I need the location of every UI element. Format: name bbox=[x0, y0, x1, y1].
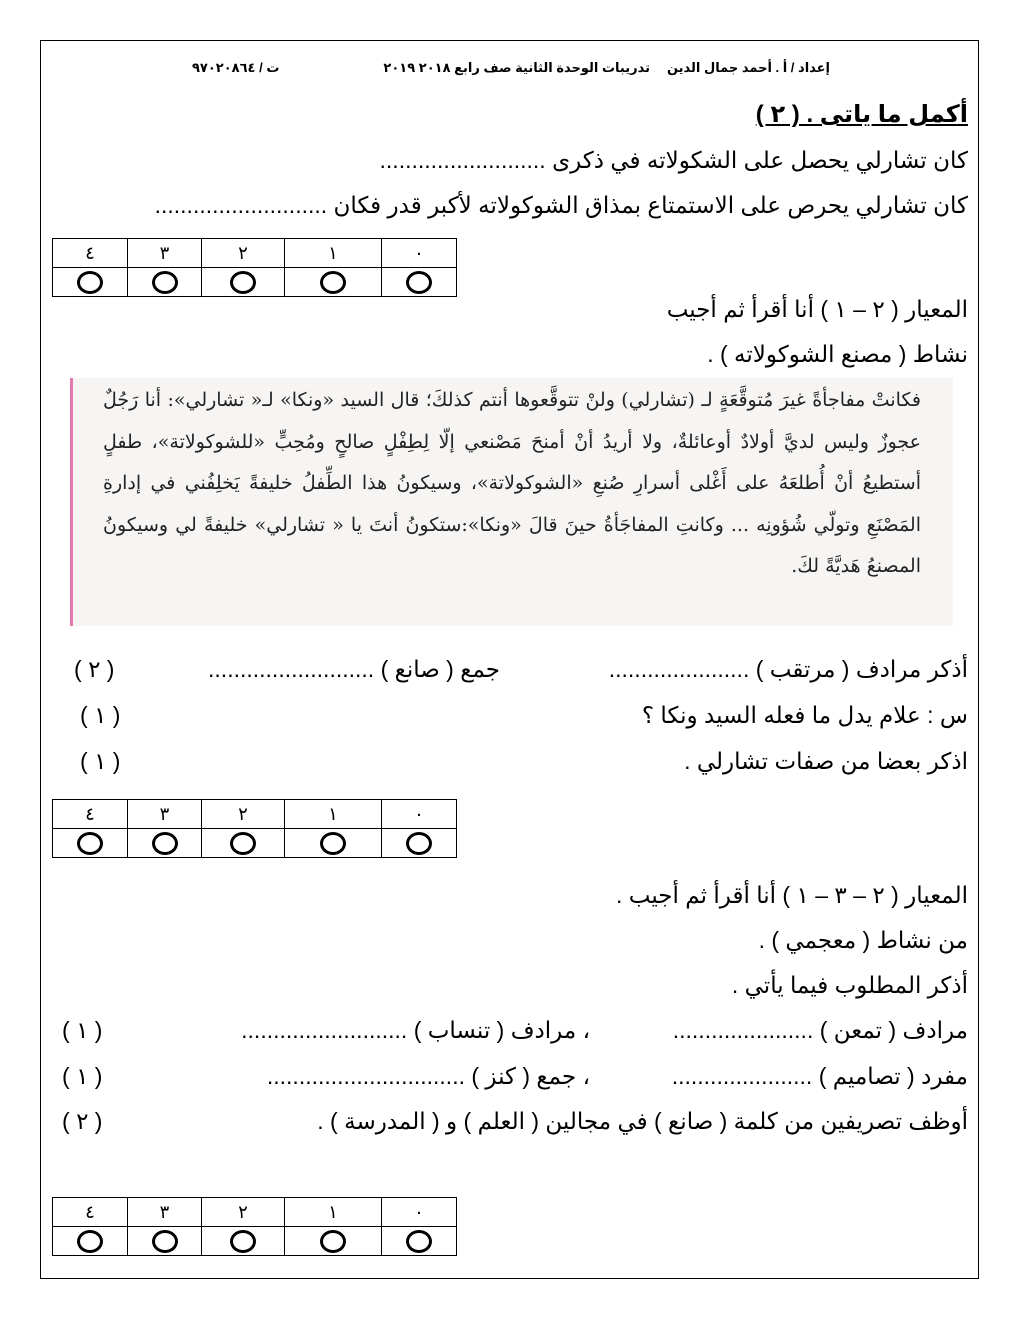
header-subject: تدريبات الوحدة الثانية صف رابع ٢٠١٨ ٢٠١٩ bbox=[383, 60, 650, 75]
question: س : علام يدل ما فعله السيد ونكا ؟ bbox=[641, 702, 968, 728]
score-label: ٢ bbox=[202, 239, 285, 268]
question: كان تشارلي يحصل على الشكولاته في ذكرى .......................... bbox=[379, 147, 968, 173]
section1-title: أكمل ما ياتى . ( ٢ ) bbox=[755, 101, 968, 128]
score-label: ٤ bbox=[53, 800, 128, 829]
score-label: ٤ bbox=[53, 1198, 128, 1227]
question: أذكر مرادف ( مرتقب ) ...................... bbox=[608, 656, 968, 682]
question: مرادف ( تمعن ) ...................... bbox=[672, 1017, 968, 1043]
score-circle[interactable] bbox=[320, 1230, 346, 1253]
score-circle[interactable] bbox=[320, 271, 346, 294]
score-label: ٤ bbox=[53, 239, 128, 268]
mark: ( ٢ ) bbox=[62, 1108, 103, 1134]
header-author: إعداد / أ . أحمد جمال الدين bbox=[666, 60, 830, 75]
score-circle[interactable] bbox=[77, 832, 103, 855]
score-circle[interactable] bbox=[230, 271, 256, 294]
score-label: ١ bbox=[285, 800, 382, 829]
score-label: ١ bbox=[285, 239, 382, 268]
score-label: ٠ bbox=[382, 1198, 457, 1227]
reading-passage bbox=[70, 378, 953, 626]
mark: ( ١ ) bbox=[62, 1017, 103, 1043]
score-circle[interactable] bbox=[230, 1230, 256, 1253]
mark: ( ١ ) bbox=[80, 748, 121, 774]
score-circle[interactable] bbox=[152, 1230, 178, 1253]
score-label: ٣ bbox=[128, 239, 202, 268]
header-phone: ت / ٩٧٠٢٠٨٦٤ bbox=[192, 60, 280, 75]
question: ، مرادف ( تنساب ) .......................... bbox=[241, 1017, 590, 1043]
score-label: ٢ bbox=[202, 1198, 285, 1227]
score-label: ٣ bbox=[128, 800, 202, 829]
score-label: ٢ bbox=[202, 800, 285, 829]
score-circle[interactable] bbox=[77, 1230, 103, 1253]
mark: ( ١ ) bbox=[62, 1063, 103, 1089]
score-circle[interactable] bbox=[230, 832, 256, 855]
score-label: ١ bbox=[285, 1198, 382, 1227]
question: أوظف تصريفين من كلمة ( صانع ) في مجالين ( العلم ) و ( المدرسة ) . bbox=[317, 1108, 968, 1134]
mark: ( ٢ ) bbox=[74, 656, 115, 682]
score-circle[interactable] bbox=[152, 271, 178, 294]
passage-text: فكانتْ مفاجأةً غيرَ مُتوقَّعَةٍ لـ (تشارلي) ولنْ تتوقَّعوها أنتم كذلكَ؛ قال السيد «ونكا» لـ« تشارلي»: أنا رَجُلٌ عجوزٌ وليس لديَّ أولادٌ أوعائلةٌ، ولا أريدُ أنْ أمنحَ مَصْنعي إلّا لِطِفْلٍ صالحٍ ومُحِبٍّ «للشوكولاتة»، طفلٍ أستطيعُ أنْ أُطلعَهُ على أَغْلى أسرارِ صُنعِ «الشوكولاتة»، وسيكونُ هذا الطِّفلُ خليفةً يَخلِفُني في إدارةِ المَصْنَعِ وتولّي شُؤونِه ... وكانتِ المفاجَأةُ حينَ قالَ «ونكا»:ستكونُ أنتَ يا « تشارلي» خليفةً لي وسيكونُ المصنعُ هَديَّةً لكَ. bbox=[103, 389, 922, 577]
score-label: ٣ bbox=[128, 1198, 202, 1227]
score-circle[interactable] bbox=[406, 832, 432, 855]
score-table bbox=[52, 799, 457, 858]
question: جمع ( صانع ) .......................... bbox=[208, 656, 500, 682]
question: اذكر بعضا من صفات تشارلي . bbox=[684, 748, 968, 774]
mark: ( ١ ) bbox=[80, 702, 121, 728]
criterion: المعيار ( ٢ – ٣ – ١ ) أنا أقرأ ثم أجيب . bbox=[615, 882, 968, 908]
criterion: المعيار ( ٢ – ١ ) أنا أقرأ ثم أجيب bbox=[666, 296, 968, 322]
score-label: ٠ bbox=[382, 239, 457, 268]
activity-title: من نشاط ( معجمي ) . bbox=[758, 927, 968, 953]
score-table bbox=[52, 1197, 457, 1256]
score-circle[interactable] bbox=[320, 832, 346, 855]
question: ، جمع ( كنز ) ............................... bbox=[266, 1063, 590, 1089]
score-circle[interactable] bbox=[406, 1230, 432, 1253]
activity-title: نشاط ( مصنع الشوكولاته ) . bbox=[707, 341, 968, 367]
score-table bbox=[52, 238, 457, 297]
score-circle[interactable] bbox=[77, 271, 103, 294]
question: مفرد ( تصاميم ) ...................... bbox=[671, 1063, 968, 1089]
question: كان تشارلي يحرص على الاستمتاع بمذاق الشوكولاته لأكبر قدر فكان ........................... bbox=[154, 192, 968, 218]
instruction: أذكر المطلوب فيما يأتي . bbox=[731, 972, 968, 998]
score-circle[interactable] bbox=[152, 832, 178, 855]
score-label: ٠ bbox=[382, 800, 457, 829]
score-circle[interactable] bbox=[406, 271, 432, 294]
